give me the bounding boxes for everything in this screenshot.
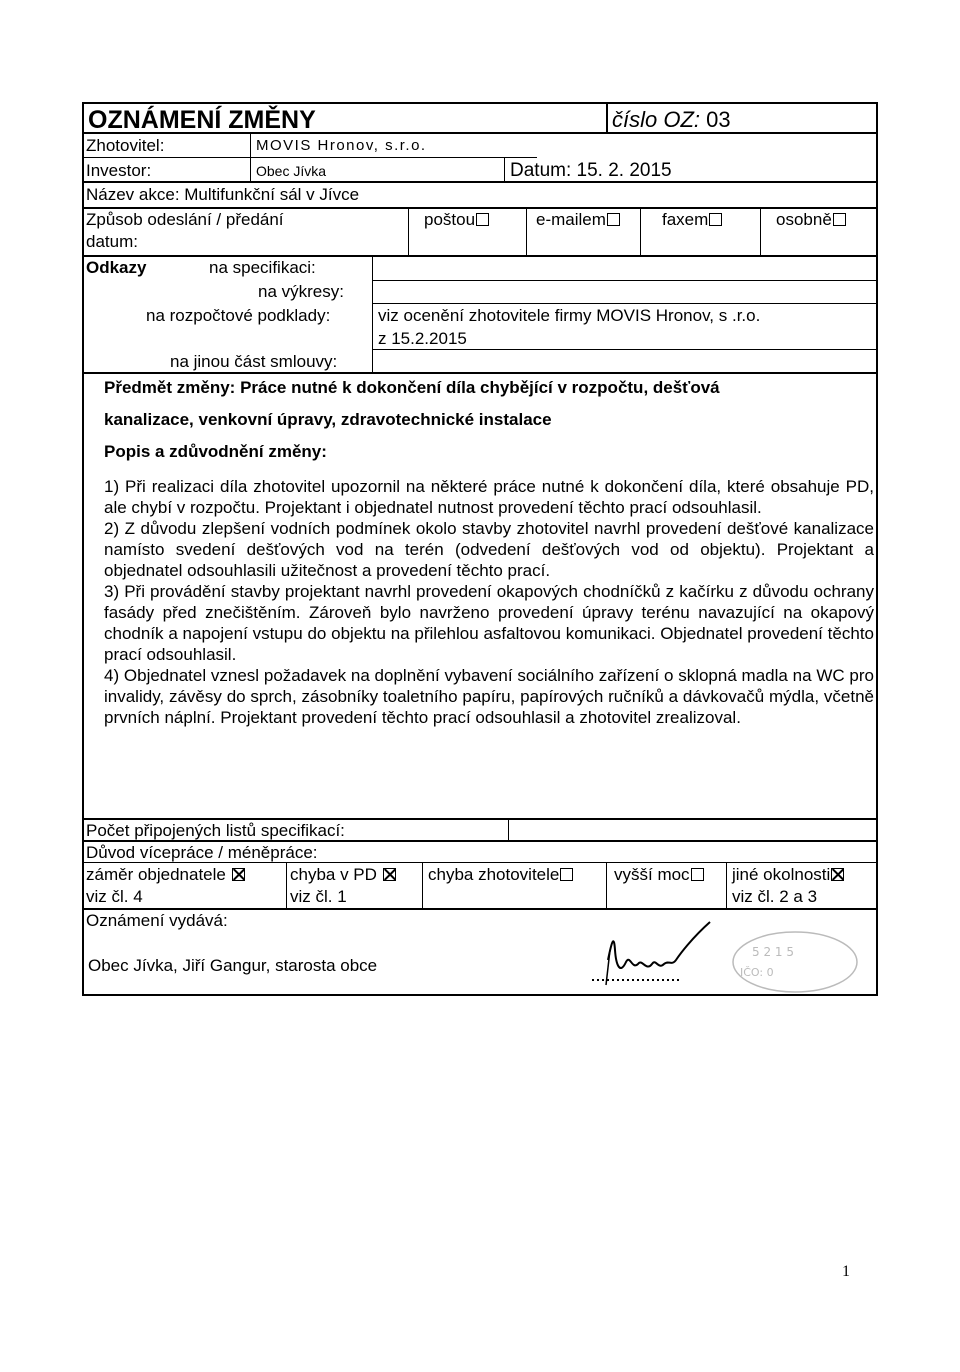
method-fax-checkbox[interactable] (709, 213, 722, 226)
method-div-3 (640, 207, 641, 255)
method-postou-label: poštou (424, 210, 476, 229)
reason-moc-checkbox[interactable] (691, 868, 704, 881)
ref-specifikaci-label: na specifikaci: (209, 258, 316, 277)
lower-border-left (82, 818, 84, 994)
row-line-3 (82, 181, 878, 183)
title-divider (606, 102, 608, 132)
reason-pd-checkbox[interactable] (383, 868, 396, 881)
form-border-right (876, 102, 878, 818)
lower-border-right (876, 818, 878, 994)
ref-rozpoctove-value-2: z 15.2.2015 (378, 329, 467, 348)
popis-label: Popis a zdůvodnění změny: (104, 442, 327, 461)
lower-line-2 (82, 840, 878, 842)
datum (510, 161, 672, 181)
reason-div-2 (422, 862, 423, 908)
lower-line-1 (82, 818, 878, 820)
lower-line-4 (82, 908, 878, 910)
predmet-label: Předmět změny: (104, 378, 236, 397)
reason-moc[interactable] (614, 865, 704, 885)
method-div-4 (760, 207, 761, 255)
method-osobne-checkbox[interactable] (833, 213, 846, 226)
method-email-label: e-mailem (536, 210, 606, 229)
form-border-top (82, 102, 878, 104)
method-div-2 (526, 207, 527, 255)
method-osobne[interactable] (776, 210, 846, 230)
popis-paragraph-3: 3) Při provádění stavby projektant navrhl provedení okapových chodníčků z kačírku z důvodu ochrany fasády před znečištěním. Zároveň bylo navrženo provedení úpravy terénu navazující na okapový chodník a napojení vstupu do objektu na přilehlou asfaltovou komunikaci. Objednatel provedení těchto prací odsouhlasil. (104, 582, 874, 664)
vydava-value: Obec Jívka, Jiří Gangur, starosta obce (88, 956, 378, 975)
reason-div-3 (606, 862, 607, 908)
method-postou[interactable] (424, 210, 489, 230)
ref-rozpoctove-value-1: viz ocenění zhotovitele firmy MOVIS Hronov, s .r.o. (378, 306, 761, 325)
ref-divider (372, 255, 373, 372)
reason-zhotovitel-checkbox[interactable] (560, 868, 573, 881)
cislo-oz (612, 107, 731, 133)
method-postou-checkbox[interactable] (476, 213, 489, 226)
reason-div-4 (726, 862, 727, 908)
form-border-left (82, 102, 84, 818)
row-line-6 (82, 372, 878, 374)
nazev-akce: Název akce: Multifunkční sál v Jívce (86, 185, 360, 204)
datum-label: Datum: (510, 160, 572, 181)
popis-body (104, 476, 874, 728)
ref-vykresy-label: na výkresy: (258, 282, 344, 301)
reason-div-1 (286, 862, 287, 908)
popis-paragraph-1: 1) Při realizaci díla zhotovitel upozornil na některé práce nutné k dokončení díla, které obsahuje PD, ale chybí v rozpočtu. Projektant i objednatel nutnost provedení těchto prací odsouhlasil. (104, 477, 874, 517)
row-line-2 (82, 157, 537, 158)
method-email-checkbox[interactable] (607, 213, 620, 226)
method-email[interactable] (536, 210, 620, 230)
row-line-4 (82, 207, 878, 209)
reason-pd-note: viz čl. 1 (290, 887, 347, 906)
reason-jine[interactable] (732, 865, 844, 885)
svg-text:IČO: 0: IČO: 0 (740, 966, 774, 979)
reason-zamer-note: viz čl. 4 (86, 887, 143, 906)
page-number: 1 (842, 1263, 850, 1280)
method-div-1 (408, 207, 409, 255)
duvod-label: Důvod vícepráce / méněpráce: (86, 843, 318, 862)
odkazy-label: Odkazy (86, 258, 147, 277)
investor-value: Obec Jívka (256, 163, 327, 179)
vydava-label: Oznámení vydává: (86, 911, 228, 930)
pocet-divider (508, 818, 509, 840)
investor-label: Investor: (86, 161, 152, 180)
ref-rozpoctove-label: na rozpočtové podklady: (146, 306, 331, 325)
zhotovitel-value: MOVIS Hronov, s.r.o. (256, 137, 427, 154)
lower-line-3 (82, 862, 878, 863)
zpusob-line-1: Způsob odeslání / předání (86, 210, 284, 229)
cislo-label: číslo OZ: (612, 107, 701, 132)
method-fax-label: faxem (662, 210, 709, 229)
method-fax[interactable] (662, 210, 722, 230)
zhotovitel-label: Zhotovitel: (86, 136, 165, 155)
zpusob-line-2: datum: (86, 232, 138, 251)
ref-line-3 (372, 349, 877, 350)
signature-stamp (580, 920, 870, 996)
reason-moc-label: vyšší moc (614, 865, 690, 884)
ref-line-2 (372, 303, 877, 304)
row-line-1 (82, 132, 878, 134)
reason-jine-note: viz čl. 2 a 3 (732, 887, 818, 906)
row-line-5 (82, 255, 878, 257)
ref-line-1 (372, 280, 877, 281)
form-title: OZNÁMENÍ ZMĚNY (88, 106, 316, 134)
reason-zhotovitel[interactable] (428, 865, 573, 885)
reason-jine-label: jiné okolnosti (732, 865, 831, 884)
ref-jinou-label: na jinou část smlouvy: (170, 352, 338, 371)
reason-zamer[interactable] (86, 865, 245, 885)
reason-jine-checkbox[interactable] (831, 868, 844, 881)
predmet-line-1 (104, 378, 720, 398)
popis-paragraph-4: 4) Objednatel vznesl požadavek na doplnění vybavení sociálního zařízení o sklopná madla na WC pro invalidy, závěsy do sprch, zásobníky toaletního papíru, papírových ručníků a dávkovačů mýdla, včetně prvních náplní. Projektant provedení těchto prací odsouhlasil a zhotovitel zrealizoval. (104, 666, 874, 727)
cislo-value: 03 (706, 107, 731, 132)
reason-zamer-label: záměr objednatele (86, 865, 226, 884)
svg-text:5 2 1 5: 5 2 1 5 (752, 945, 794, 959)
reason-pd-label: chyba v PD (290, 865, 377, 884)
predmet-line-2: kanalizace, venkovní úpravy, zdravotechnické instalace (104, 410, 552, 429)
reason-zhotovitel-label: chyba zhotovitele (428, 865, 560, 884)
popis-paragraph-2: 2) Z důvodu zlepšení vodních podmínek okolo stavby zhotovitel navrhl provedení dešťové kanalizace namísto svedení dešťových vod na terén (odvedení dešťových vod od objektu). Projektant a objednatel odsouhlasili užitečnost a provedení těchto prací. (104, 519, 874, 580)
reason-zamer-checkbox[interactable] (232, 868, 245, 881)
reason-pd[interactable] (290, 865, 396, 885)
datum-divider (504, 157, 505, 181)
pocet-listu: Počet připojených listů specifikací: (86, 821, 345, 840)
predmet-text-1: Práce nutné k dokončení díla chybějící v rozpočtu, dešťová (240, 378, 720, 397)
method-osobne-label: osobně (776, 210, 832, 229)
datum-value: 15. 2. 2015 (576, 160, 672, 181)
